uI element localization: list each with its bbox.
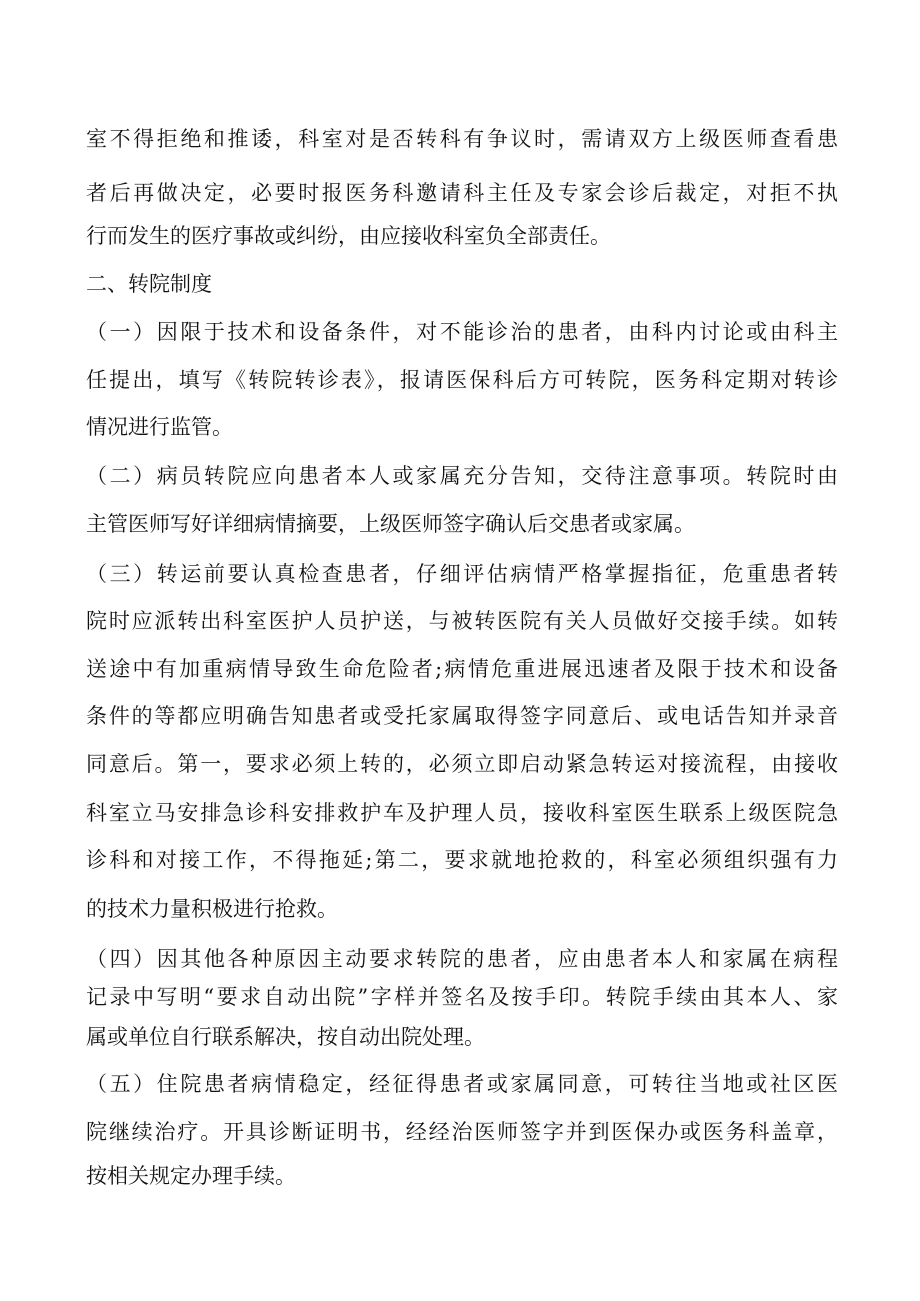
paragraph-line: 的技术力量积极进行抢救。 [86,897,338,921]
paragraph-line: 室不得拒绝和推诿，科室对是否转科有争议时，需请双方上级医师查看患 [86,127,838,151]
paragraph-line: 主管医师写好详细病情摘要，上级医师签字确认后交患者或家属。 [86,512,695,536]
paragraph-line: （五）住院患者病情稳定，经征得患者或家属同意，可转往当地或社区医 [86,1072,838,1096]
paragraph-line: 属或单位自行联系解决，按自动出院处理。 [86,1025,485,1049]
section-heading: 二、转院制度 [86,272,212,296]
paragraph-line: 行而发生的医疗事故或纠纷，由应接收科室负全部责任。 [86,224,611,248]
paragraph-line: 记录中写明“要求自动出院”字样并签名及按手印。转院手续由其本人、家 [86,985,838,1009]
paragraph-line: （二）病员转院应向患者本人或家属充分告知，交待注意事项。转院时由 [86,464,838,488]
paragraph-line: （一）因限于技术和设备条件，对不能诊治的患者，由科内讨论或由科主 [86,320,838,344]
paragraph-line: 按相关规定办理手续。 [86,1164,296,1188]
paragraph-line: 情况进行监管。 [86,415,233,439]
paragraph-line: 任提出，填写《转院转诊表》，报请医保科后方可转院，医务科定期对转诊 [86,368,838,392]
paragraph-line: （四）因其他各种原因主动要求转院的患者，应由患者本人和家属在病程 [86,947,838,971]
paragraph-line: 同意后。第一，要求必须上转的，必须立即启动紧急转运对接流程，由接收 [86,752,838,776]
paragraph-line: 科室立马安排急诊科安排救护车及护理人员，接收科室医生联系上级医院急 [86,801,838,825]
paragraph-line: 诊科和对接工作，不得拖延;第二，要求就地抢救的，科室必须组织强有力 [86,848,838,872]
paragraph-line: 送途中有加重病情导致生命危险者;病情危重进展迅速者及限于技术和设备 [86,657,838,681]
paragraph-line: 条件的等都应明确告知患者或受托家属取得签字同意后、或电话告知并录音 [86,704,838,728]
paragraph-line: 者后再做决定，必要时报医务科邀请科主任及专家会诊后裁定，对拒不执 [86,181,838,205]
paragraph-line: （三）转运前要认真检查患者，仔细评估病情严格掌握指征，危重患者转 [86,562,838,586]
paragraph-line: 院继续治疗。开具诊断证明书，经经治医师签字并到医保办或医务科盖章， [86,1120,838,1144]
paragraph-line: 院时应派转出科室医护人员护送，与被转医院有关人员做好交接手续。如转 [86,609,838,633]
